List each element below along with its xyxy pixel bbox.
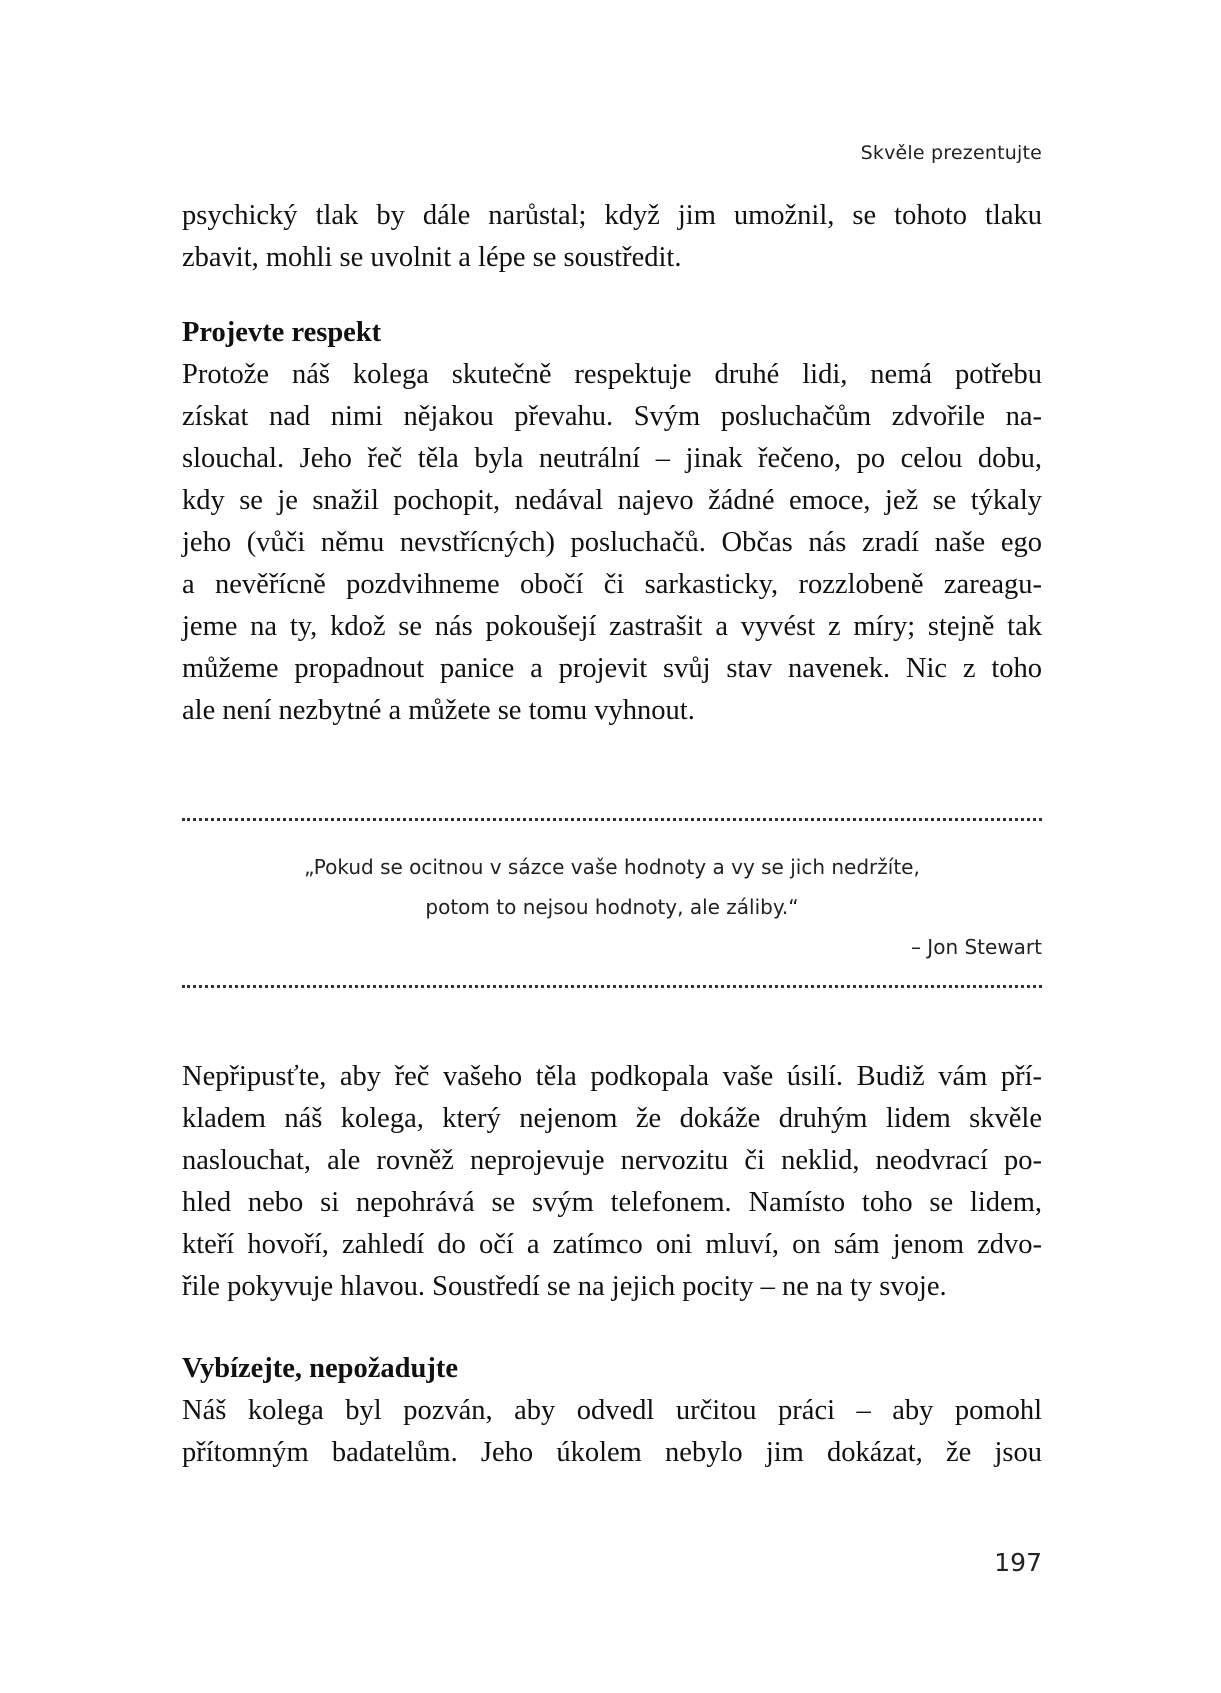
- text-line: slouchal. Jeho řeč těla byla neutrální – jinak řečeno, po celou dobu,: [182, 443, 1042, 474]
- section-vybizejte: [182, 1348, 1042, 1474]
- dotted-divider-top: [182, 818, 1042, 821]
- text-line: kdy se je snažil pochopit, nedával najevo žádné emoce, jež se týkaly: [182, 485, 1042, 516]
- section-heading: Projevte respekt: [182, 317, 382, 348]
- paragraph-continued: [182, 195, 1042, 279]
- text-line: jeho (vůči němu nevstřícných) posluchačů. Občas nás zradí naše ego: [182, 527, 1042, 558]
- text-line: získat nad nimi nějakou převahu. Svým posluchačům zdvořile na-: [182, 401, 1042, 432]
- text-line: zbavit, mohli se uvolnit a lépe se soustředit.: [182, 242, 682, 273]
- text-line: můžeme propadnout panice a projevit svůj stav navenek. Nic z toho: [182, 653, 1042, 684]
- text-line: Náš kolega byl pozván, aby odvedl určitou práci – aby pomohl: [182, 1395, 1042, 1426]
- quote-box: [182, 847, 1042, 967]
- dotted-divider-bottom: [182, 985, 1042, 988]
- text-line: řile pokyvuje hlavou. Soustředí se na jejich pocity – ne na ty svoje.: [182, 1271, 947, 1302]
- section-projevte-respekt: [182, 312, 1042, 732]
- quote-line: „Pokud se ocitnou v sázce vaše hodnoty a vy se jich nedržíte,: [304, 855, 920, 879]
- text-line: ale není nezbytné a můžete se tomu vyhnout.: [182, 695, 695, 726]
- quote-line: potom to nejsou hodnoty, ale záliby.“: [425, 895, 799, 919]
- running-header: Skvěle prezentujte: [860, 142, 1042, 164]
- paragraph-body-language: [182, 1056, 1042, 1308]
- text-line: a nevěřícně pozdvihneme obočí či sarkasticky, rozzlobeně zareagu-: [182, 569, 1042, 600]
- section-heading: Vybízejte, nepožadujte: [182, 1353, 458, 1384]
- text-line: Protože náš kolega skutečně respektuje druhé lidi, nemá potřebu: [182, 359, 1042, 390]
- text-line: Nepřipusťte, aby řeč vašeho těla podkopala vaše úsilí. Budiž vám pří-: [182, 1061, 1042, 1092]
- quote-author: – Jon Stewart: [910, 935, 1042, 959]
- text-line: naslouchat, ale rovněž neprojevuje nervozitu či neklid, neodvrací po-: [182, 1145, 1042, 1176]
- text-line: psychický tlak by dále narůstal; když jim umožnil, se tohoto tlaku: [182, 200, 1042, 231]
- text-line: hled nebo si nepohrává se svým telefonem. Namísto toho se lidem,: [182, 1187, 1042, 1218]
- text-line: kladem náš kolega, který nejenom že dokáže druhým lidem skvěle: [182, 1103, 1042, 1134]
- text-line: kteří hovoří, zahledí do očí a zatímco oni mluví, on sám jenom zdvo-: [182, 1229, 1042, 1260]
- text-line: přítomným badatelům. Jeho úkolem nebylo jim dokázat, že jsou: [182, 1437, 1042, 1468]
- text-line: jeme na ty, kdož se nás pokoušejí zastrašit a vyvést z míry; stejně tak: [182, 611, 1042, 642]
- page-number: 197: [994, 1548, 1042, 1577]
